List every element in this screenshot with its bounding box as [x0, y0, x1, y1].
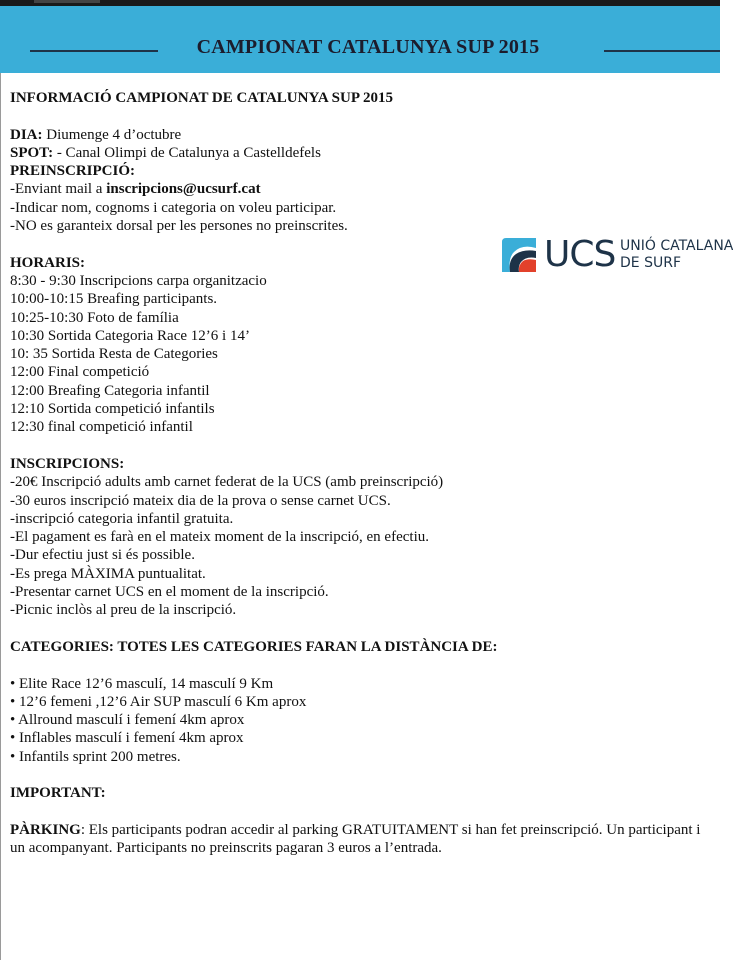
preinscripcio-line: -Indicar nom, cognoms i categoria on voleu participar.: [10, 199, 337, 216]
preinscripcio-heading: PREINSCRIPCIÓ:: [10, 163, 136, 180]
parking-paragraph: [10, 821, 710, 858]
category-item: • Infantils sprint 200 metres.: [10, 748, 181, 765]
spot-label: SPOT:: [10, 144, 54, 161]
schedule-item: 12:00 Final competició: [10, 364, 150, 381]
schedule-item: 12:00 Breafing Categoria infantil: [10, 382, 210, 399]
header-rule-left: [30, 50, 158, 52]
top-bar-tab: [34, 0, 100, 3]
schedule-item: 10:25-10:30 Foto de família: [10, 309, 179, 326]
preinscripcio-mail-line: [10, 180, 710, 198]
categories-heading: CATEGORIES: TOTES LES CATEGORIES FARAN LA DISTÀNCIA DE:: [10, 638, 498, 655]
dia-label: DIA:: [10, 126, 43, 143]
inscripcio-item: -Dur efectiu just si és possible.: [10, 547, 195, 564]
spot-line: [10, 144, 710, 162]
dia-line: [10, 126, 710, 144]
preinscripcio-line: -NO es garanteix dorsal per les persones no preinscrites.: [10, 218, 348, 235]
category-item: • Allround masculí i femení 4km aprox: [10, 712, 245, 729]
logo-line-1: UNIÓ CATALANA: [620, 238, 733, 254]
logo-line-2: DE SURF: [620, 255, 681, 271]
schedule-item: 10:00-10:15 Breafing participants.: [10, 291, 218, 308]
schedule-item: 12:30 final competició infantil: [10, 419, 193, 436]
inscripcio-item: -30 euros inscripció mateix dia de la prova o sense carnet UCS.: [10, 492, 391, 509]
logo-abbreviation: UCS: [544, 234, 616, 275]
schedule-item: 8:30 - 9:30 Inscripcions carpa organitzacio: [10, 272, 267, 289]
mail-prefix: -Enviant mail a: [10, 181, 107, 198]
inscripcions-heading: INSCRIPCIONS:: [10, 455, 125, 472]
schedule-item: 12:10 Sortida competició infantils: [10, 401, 215, 418]
inscripcio-item: -Presentar carnet UCS en el moment de la inscripció.: [10, 584, 329, 601]
page-border: [0, 73, 1, 960]
important-heading: IMPORTANT:: [10, 785, 106, 802]
horaris-heading: HORARIS:: [10, 254, 86, 271]
parking-text: : Els participants podran accedir al parking GRATUITAMENT si han fet preinscripció. Un participant i un acompanyant. Participants no preinscrits pagaran 3 euros a l’entrada.: [10, 821, 701, 857]
schedule-item: 10: 35 Sortida Resta de Categories: [10, 346, 218, 363]
schedule-item: 10:30 Sortida Categoria Race 12’6 i 14’: [10, 327, 250, 344]
header-rule-right: [604, 50, 720, 52]
inscripcio-item: -Es prega MÀXIMA puntualitat.: [10, 565, 206, 582]
inscripcio-item: -Picnic inclòs al preu de la inscripció.: [10, 602, 237, 619]
category-item: • Inflables masculí i femení 4km aprox: [10, 730, 244, 747]
email-link[interactable]: inscripcions@ucsurf.cat: [106, 181, 261, 198]
inscripcio-item: -20€ Inscripció adults amb carnet federat de la UCS (amb preinscripció): [10, 474, 444, 491]
dia-value: Diumenge 4 d’octubre: [42, 126, 182, 143]
inscripcio-item: -inscripció categoria infantil gratuita.: [10, 510, 234, 527]
document-body: [10, 89, 710, 857]
inscripcio-item: -El pagament es farà en el mateix moment de la inscripció, en efectiu.: [10, 529, 429, 546]
info-heading: INFORMACIÓ CAMPIONAT DE CATALUNYA SUP 2015: [10, 90, 393, 106]
header-banner: [0, 6, 720, 73]
page-title: CAMPIONAT CATALUNYA SUP 2015: [196, 36, 540, 58]
spot-value: - Canal Olimpi de Catalunya a Castelldefels: [53, 144, 321, 161]
parking-label: PÀRKING: [10, 821, 81, 838]
category-item: • Elite Race 12’6 masculí, 14 masculí 9 Km: [10, 675, 274, 692]
category-item: • 12’6 femeni ,12’6 Air SUP masculí 6 Km aprox: [10, 693, 307, 710]
